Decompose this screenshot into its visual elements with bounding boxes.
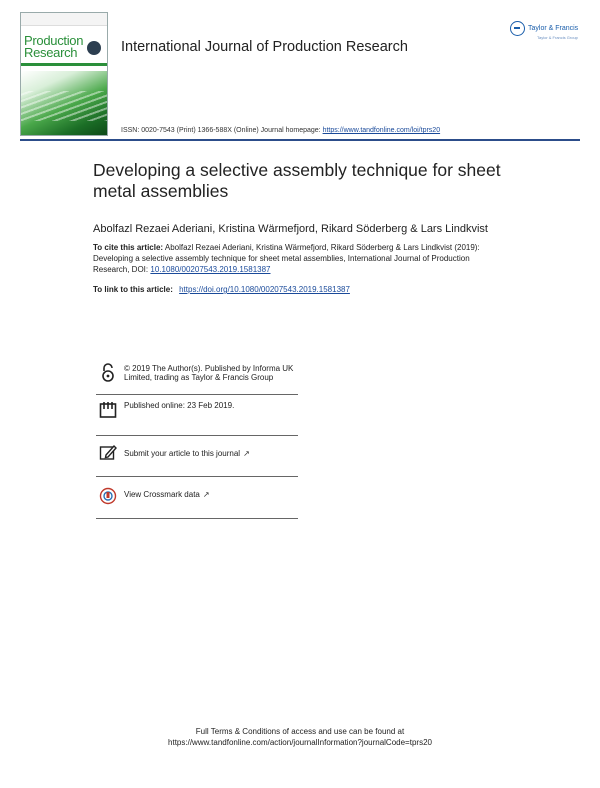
footer [0, 726, 600, 748]
submit-row[interactable] [96, 436, 298, 477]
cover-title-line2: Research [24, 45, 78, 60]
publisher-subtitle: Taylor & Francis Group [537, 35, 578, 40]
article-link-line [93, 285, 350, 294]
submit-article-text: Submit your article to this journal [124, 449, 241, 458]
journal-homepage-link[interactable]: https://www.tandfonline.com/loi/tprs20 [322, 127, 441, 134]
publisher-logo[interactable] [510, 17, 578, 40]
copyright-text: © 2019 The Author(s). Published by Informa UK Limited, trading as Taylor & Francis Group [124, 364, 294, 382]
cover-title-line1: Production [24, 33, 84, 48]
published-date: Published online: 23 Feb 2019. [124, 401, 235, 410]
article-link-label: To link to this article: [93, 285, 173, 294]
issn-line [121, 127, 440, 134]
journal-cover-image [20, 12, 108, 136]
copyright-row [96, 356, 298, 395]
crossmark-link[interactable] [124, 477, 298, 499]
footer-terms-url[interactable]: https://www.tandfonline.com/action/journalInformation?journalCode=tprs20 [168, 738, 432, 747]
crossmark-icon [99, 486, 117, 506]
cover-header-band [21, 13, 107, 26]
header-divider [20, 139, 580, 141]
cover-stripe [21, 63, 107, 66]
journal-name: International Journal of Production Research [121, 39, 408, 55]
edit-icon [99, 443, 117, 463]
citation-doi-link[interactable]: 10.1080/00207543.2019.1581387 [150, 265, 271, 274]
publisher-name: Taylor & Francis [528, 25, 579, 32]
published-row [96, 395, 298, 436]
cover-badge-icon [87, 41, 101, 55]
article-doi-url[interactable]: https://doi.org/10.1080/00207543.2019.1581387 [179, 285, 350, 294]
citation-block [93, 242, 493, 275]
submit-article-link[interactable] [124, 436, 298, 458]
crossmark-text: View Crossmark data [124, 490, 200, 499]
citation-label: To cite this article: [93, 243, 164, 252]
footer-terms-text: Full Terms & Conditions of access and use can be found at [195, 727, 405, 736]
crossmark-row[interactable] [96, 477, 298, 519]
citation-text: Abolfazl Rezaei Aderiani, Kristina Wärmefjord, Rikard Söderberg & Lars Lindkvist (2019): Developing a selective assembly technique for sheet metal assemblies, International Journal of Production Research, DOI: [93, 243, 480, 274]
issn-text: ISSN: 0020-7543 (Print) 1366-588X (Online) Journal homepage: [121, 127, 321, 134]
external-link-icon: ↗ [202, 490, 210, 499]
open-access-icon [99, 363, 117, 383]
calendar-icon [99, 400, 117, 420]
cover-artwork [21, 71, 107, 135]
article-authors: Abolfazl Rezaei Aderiani, Kristina Wärmefjord, Rikard Söderberg & Lars Lindkvist [93, 223, 488, 235]
article-title: Developing a selective assembly technique for sheet metal assemblies [93, 160, 501, 201]
external-link-icon: ↗ [243, 449, 250, 458]
article-info-list [96, 356, 298, 519]
publisher-logo-icon [510, 21, 525, 36]
